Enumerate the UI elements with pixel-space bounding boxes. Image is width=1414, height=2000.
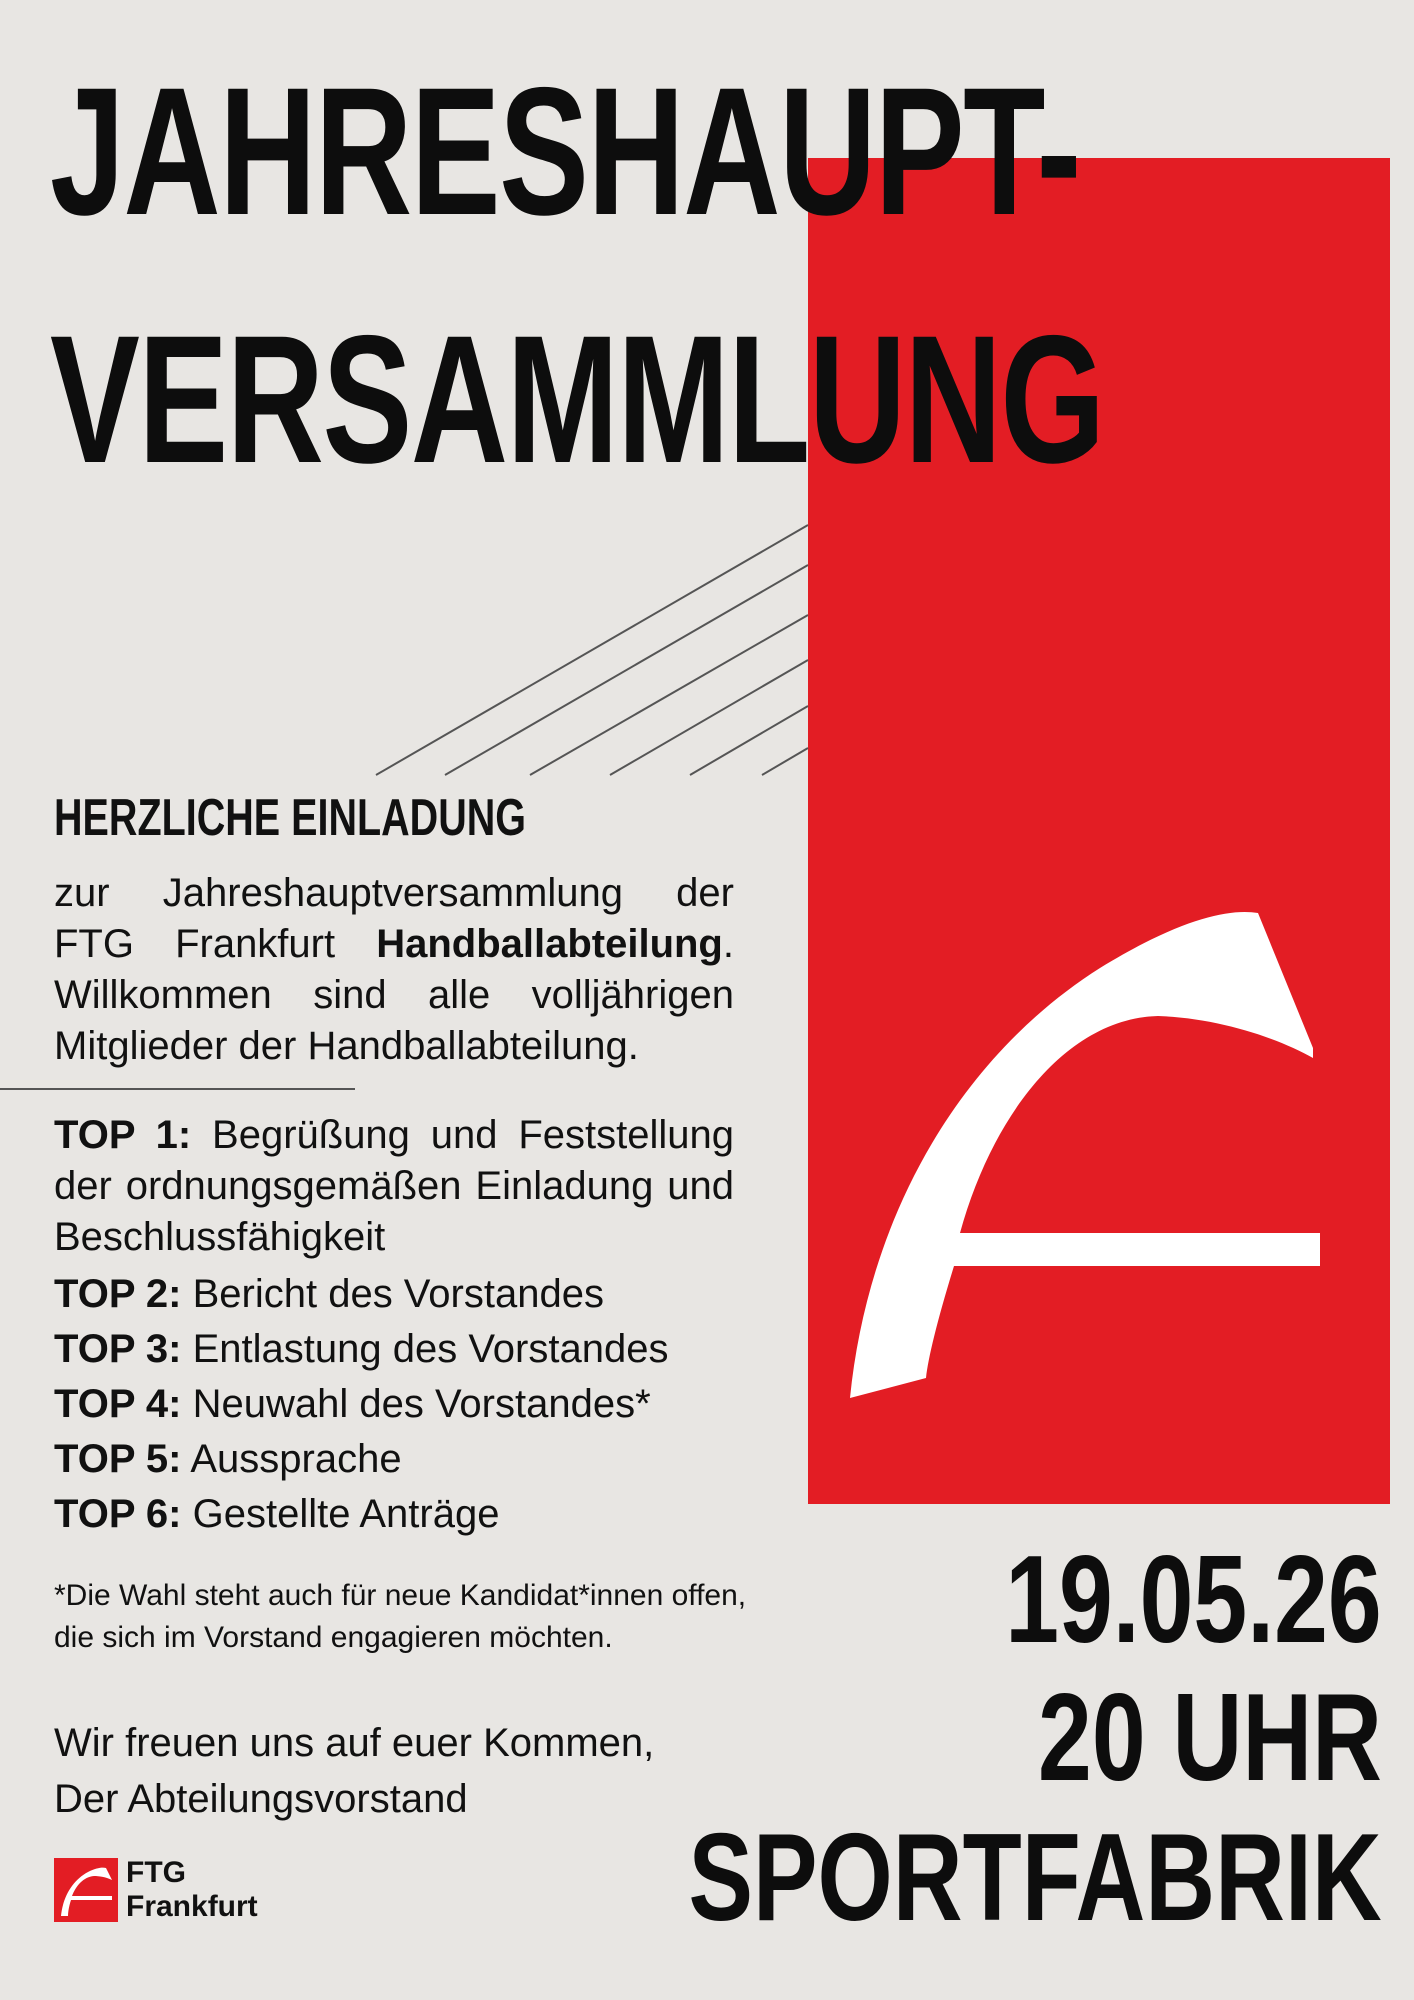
greeting (54, 1715, 734, 1827)
invitation-text-part-2: . Willkommen sind alle volljährigen Mitglieder der Handballabteilung. (54, 922, 734, 1068)
invitation-text (54, 868, 734, 1072)
greeting-line-1: Wir freuen uns auf euer Kommen, (54, 1721, 655, 1765)
ftg-logo-text (126, 1856, 258, 1924)
agenda-list (54, 1110, 734, 1542)
footnote-line-2: die sich im Vorstand engagieren möchten. (54, 1621, 613, 1654)
event-date: 19.05.26 (1005, 1531, 1382, 1669)
invitation-text-bold: Handballabteilung (376, 922, 723, 966)
agenda-item: TOP 5: Aussprache (54, 1437, 402, 1481)
invitation-text-part-1: zur Jahreshauptversammlung der FTG Frankfurt (54, 871, 734, 966)
greeting-signature: Der Abteilungsvorstand (54, 1777, 468, 1821)
ftg-logo-icon (54, 1858, 118, 1922)
invitation-heading: HERZLICHE EINLADUNG (54, 789, 527, 847)
agenda-item: TOP 2: Bericht des Vorstandes (54, 1272, 604, 1316)
event-time: 20 UHR (1037, 1669, 1382, 1807)
election-footnote (54, 1575, 794, 1659)
page-title-line-1: JAHRESHAUPT- (50, 49, 1080, 253)
event-location: SPORTFABRIK (688, 1809, 1382, 1947)
logo-line-1: FTG (126, 1856, 186, 1889)
agenda-item: TOP 3: Entlastung des Vorstandes (54, 1327, 669, 1371)
logo-line-2: Frankfurt (126, 1890, 258, 1923)
divider-line (0, 1088, 355, 1090)
agenda-item: TOP 4: Neuwahl des Vorstandes* (54, 1382, 651, 1426)
page-title-line-2: VERSAMMLUNG (50, 297, 1104, 501)
agenda-item: TOP 6: Gestellte Anträge (54, 1492, 500, 1536)
footnote-line-1: *Die Wahl steht auch für neue Kandidat*innen offen, (54, 1579, 747, 1612)
agenda-item: TOP 1: Begrüßung und Feststellung der ordnungsgemäßen Einladung und Beschlussfähigkeit (54, 1113, 734, 1259)
